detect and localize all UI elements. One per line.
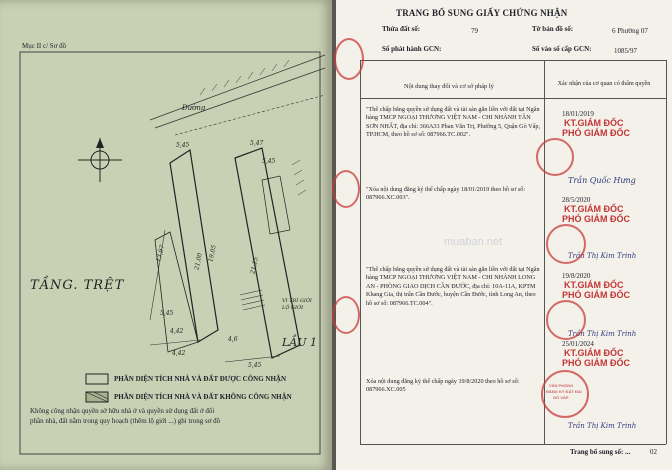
table-border [360,60,361,444]
official-stamp-icon [536,138,574,176]
border-stamp-icon [334,38,364,80]
entry-date: 19/8/2020 [562,272,591,280]
map-sheet-label: Tờ bản đồ số: [532,25,574,33]
entry-date: 18/01/2019 [562,110,594,118]
entry-office: KT.GIÁM ĐỐC [564,280,624,290]
entry-text: "Xóa nội dung đăng ký thế chấp ngày 18/01/2019 theo hồ sơ số: 087966.XC.003". [366,186,526,202]
dim-label: 5,45 [176,142,190,149]
entry-text: Xóa nội dung đăng ký thế chấp ngày 19/8/2020 theo hồ sơ số: 087966.XC.005 [366,378,520,394]
entry-text: "Thế chấp bằng quyền sử dụng đất và tài sản gắn liền với đất tại Ngân hàng TMCP NGOẠI THƯƠNG VIỆT NAM - CHI NHÁNH TÂN SƠN NHẤT, địa chỉ: 366A33 Phan Văn Trị, Phường 5, Quận Gò Vấp, TP.HCM, theo hồ sơ số: 087966.TC.002". [366,106,541,139]
land-parcel-label: Thửa đất số: [382,25,421,33]
footer-label: Trang bổ sung số: ... [570,448,631,456]
dim-label: 5,45 [248,362,262,369]
entry-role: PHÓ GIÁM ĐỐC [562,128,631,138]
entry-signer: Trần Quốc Hưng [568,176,636,185]
dim-label: 21,15 [249,256,260,275]
north-arrow-icon [78,138,122,182]
entry-office: KT.GIÁM ĐỐC [564,348,624,358]
gcn-register-value: 1085/97 [614,47,637,55]
floor-ground-label: TẦNG. TRỆT [30,278,125,293]
legend-not-recognized: PHẦN DIỆN TÍCH NHÀ VÀ ĐẤT KHÔNG CÔNG NHẬN [114,393,292,401]
entry-signer: Trần Thị Kim Trinh [568,422,637,430]
official-stamp-icon [546,300,586,340]
entry-office: KT.GIÁM ĐỐC [564,118,624,128]
side-note: VI TRÍ GIỚI [282,298,312,304]
legend-recognized: PHẦN DIỆN TÍCH NHÀ VÀ ĐẤT ĐƯỢC CÔNG NHẬN [114,375,287,383]
floor-one-label: LẦU 1 [282,336,318,349]
road-label: Đường [182,104,206,112]
official-stamp-icon: VĂN PHÒNG ĐĂNG KÝ ĐẤT ĐAI GÒ VẤP [541,370,589,418]
dim-label: 19,05 [207,244,218,263]
dim-label: 4,42 [172,350,186,357]
dim-label: 5,45 [160,310,174,317]
border-stamp-icon [332,170,360,208]
sketch-page [0,0,332,470]
table-border [360,444,666,445]
section-label: Mục II c/ Sơ đồ [22,42,67,50]
dim-label: 4,6 [228,336,238,343]
table-border [360,60,666,61]
official-stamp-icon [546,224,586,264]
entry-role: PHÓ GIÁM ĐỐC [562,358,631,368]
side-note: LỘ GIỚI [282,305,304,311]
footer-value: 02 [650,448,657,456]
entry-text: "Thế chấp bằng quyền sử dụng đất và tài sản gắn liền với đất tại Ngân hàng TMCP NGOẠI THƯƠNG VIỆT NAM - CHI NHÁNH LONG AN - PHÒNG GIAO DỊCH CẦN ĐƯỚC, địa chỉ: 10A-11A, KPTM Khang Gia, thị trấn Cần Đước, huyện Cần Đước, tỉnh Long An, theo hồ sơ số: 087966.TC.004". [366,266,540,307]
map-sheet-value: 6 Phường 07 [612,27,648,35]
table-border [360,98,666,99]
header-confirm: Xác nhận của cơ quan có thẩm quyền [557,80,651,87]
land-parcel-value: 79 [471,27,478,35]
entry-office: KT.GIÁM ĐỐC [564,204,624,214]
entry-date: 25/01/2024 [562,340,594,348]
entry-role: PHÓ GIÁM ĐỐC [562,214,631,224]
note-line: Không công nhận quyền sở hữu nhà ở và quyền sử dụng đất ở đối [30,407,215,415]
entry-date: 28/5/2020 [562,196,591,204]
certificate-page [336,0,672,470]
entry-signer: Trần Thị Kim Trinh [568,252,637,260]
entry-signer: Trần Thị Kim Trinh [568,330,637,338]
border-stamp-icon [332,296,360,334]
dim-label: 5,47 [250,140,264,147]
header-content: Nội dung thay đổi và cơ sở pháp lý [404,83,494,90]
dim-label: 21,00 [193,252,204,271]
entry-role: PHÓ GIÁM ĐỐC [562,290,631,300]
gcn-number-label: Số phát hành GCN: [382,45,442,53]
dim-label: 5,45 [262,158,276,165]
dim-label: 4,42 [170,328,184,335]
table-border [666,60,667,444]
note-line: phần nhà, đất nằm trong quy hoạch (thêm lộ giới ...) ghi trong sơ đồ [30,417,221,425]
gcn-register-label: Số vào sổ cấp GCN: [532,45,592,53]
page-title: TRANG BỔ SUNG GIẤY CHỨNG NHẬN [396,8,568,18]
dim-label: 13,97 [154,244,167,263]
watermark: muaban.net [444,236,503,248]
